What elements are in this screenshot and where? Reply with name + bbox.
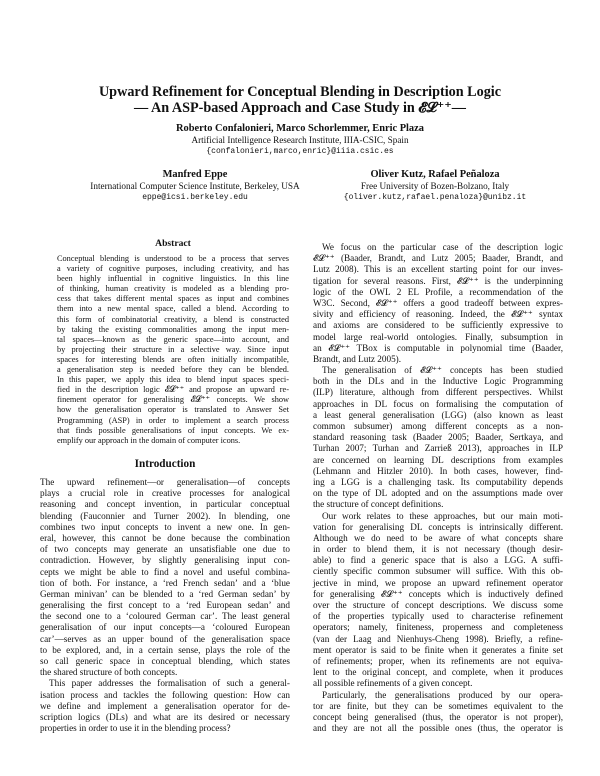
- author-email: {oliver.kutz,rafael.penaloza}@unibz.it: [343, 193, 527, 202]
- body-line: Brandt, and Lutz 2005).: [313, 353, 402, 364]
- body-line: W3C. Second, 𝓔𝓛⁺⁺ offers a good tradeoff between expres-: [313, 297, 563, 308]
- author-email: eppe@icsi.berkeley.edu: [142, 193, 248, 202]
- body-line: all possible refinements of a given concept.: [313, 678, 473, 689]
- author-group-2: [70, 169, 320, 204]
- intro-line: This paper addresses the formalisation of such a general-: [49, 678, 290, 689]
- body-line: of refinements; proper, when its refinements are not equiva-: [313, 655, 563, 666]
- body-line: logic of the OWL 2 EL Profile, a recommendation of the: [313, 286, 563, 297]
- intro-line: tion of both. For instance, a ‘red French sedan’ and a ‘blue: [40, 577, 290, 588]
- body-line: both in the DLs and in the Inductive Logic Programming: [313, 376, 563, 387]
- body-line: the structure of concept definitions.: [313, 499, 444, 510]
- body-line: Although we do need to be aware of what concepts share: [313, 532, 563, 543]
- body-line: model large real-world ontologies. Finally, subsumption in: [313, 331, 563, 342]
- body-line: Particularly, the generalisations produced by our opera-: [322, 689, 563, 700]
- author-names: Oliver Kutz, Rafael Peñaloza: [370, 169, 500, 180]
- intro-line: of two concepts may generate an unsatisfiable one due to: [40, 544, 290, 555]
- intro-line: we define and implement a generalisation operator for de-: [40, 700, 290, 711]
- author-group-3: [305, 169, 565, 204]
- body-line: for generalising 𝓔𝓛⁺⁺ concepts which is inductively defined: [313, 588, 563, 599]
- body-line: vation for generalising DL concepts is intrinsically different.: [313, 521, 563, 532]
- intro-line: scription logics (DLs) and what are its desired or necessary: [40, 711, 290, 722]
- body-line: The generalisation of 𝓔𝓛⁺⁺ concepts has been studied: [322, 365, 563, 376]
- right-column-body: [313, 242, 563, 734]
- abstract-line: tal spaces—known as the generic space—into account, and: [57, 334, 289, 344]
- body-line: ing a LGG is a challenging task. Its computability depends: [313, 476, 563, 487]
- body-line: in order to blend them, it is not necessary (though desir-: [313, 544, 563, 555]
- abstract-line: a generalisation step is needed before they can be blended.: [57, 365, 289, 375]
- abstract-heading: Abstract: [155, 238, 191, 249]
- abstract-line: how the generalisation operator is translated to Answer Set: [57, 405, 289, 415]
- body-line: an 𝓔𝓛⁺⁺ TBox is computable in polynomial time (Baader,: [313, 342, 563, 353]
- abstract-line: a variety of cognitive purposes, including creativity, and has: [57, 264, 289, 274]
- body-line: and axioms are considered to be sufficiently expressive to: [313, 320, 563, 331]
- author-email: {confalonieri,marco,enric}@iiia.csic.es: [206, 147, 394, 156]
- intro-line: generalisation of our input concepts—a ‘coloured European: [40, 622, 290, 633]
- body-line: on the type of DL adopted and on the assumptions made over: [313, 488, 563, 499]
- abstract-line: finement operator for generalising 𝓔𝓛⁺⁺ concepts. We show: [57, 395, 289, 405]
- paper-title-line-2: — An ASP-based Approach and Case Study in 𝓔𝓛⁺⁺—: [134, 100, 466, 116]
- intro-line: The upward refinement—or generalisation—of concepts: [40, 477, 290, 487]
- body-line: sivity and efficiency of reasoning. Indeed, the 𝓔𝓛⁺⁺ syntax: [313, 309, 563, 320]
- body-line: (van der Laag and Nienhuys-Cheng 1998). Briefly, a refine-: [313, 633, 563, 644]
- abstract-line: by projecting their structure in a selective way. Since input: [57, 344, 289, 354]
- intro-line: so call generic space in conceptual blending, which states: [40, 656, 290, 666]
- intro-line: generalising the first concept to a ‘red European sedan’ and: [40, 600, 290, 611]
- intro-line: isation process and tackles the following question: How can: [40, 689, 290, 700]
- body-line: concept being generalised (thus, the operator is not proper),: [313, 711, 563, 722]
- abstract-line: cess that takes different mental spaces as input and combines: [57, 294, 289, 304]
- abstract-line: Programming (ASP) in order to implement a search process: [57, 415, 289, 425]
- intro-line: reasoning and concept invention, in particular conceptual: [40, 499, 290, 510]
- author-group-1: [40, 123, 560, 158]
- introduction-body: [40, 477, 290, 734]
- author-names: Manfred Eppe: [162, 169, 228, 180]
- body-line: We focus on the particular case of the description logic: [322, 242, 563, 252]
- intro-line: properties in order to use it in the blending process?: [40, 723, 231, 734]
- body-line: and they are not all the possible ones (thus, the operator is: [313, 723, 563, 734]
- abstract-line: that finds possible generalisations of input concepts. We ex-: [57, 425, 289, 435]
- body-line: operators; namely, finiteness, properness and completeness: [313, 622, 563, 633]
- body-line: over the structure of concept descriptions. We discuss some: [313, 600, 563, 610]
- body-line: tigation for several reasons. First, 𝓔𝓛⁺⁺ is the underpinning: [313, 275, 563, 286]
- abstract-line: Conceptual blending is understood to be a process that serves: [57, 254, 289, 263]
- body-line: Lutz 2008). This is an excellent starting point for our inves-: [313, 264, 563, 275]
- intro-line: the shared structure of both concepts.: [40, 667, 178, 678]
- body-line: standard reasoning task (Baader 2005; Baader, Sertkaya, and: [313, 432, 563, 443]
- abstract-line: been highly influential in cognitive linguistics. In this line: [57, 274, 289, 284]
- intro-line: eral, however, this cannot be done because the combination: [40, 532, 290, 543]
- abstract-body: [57, 254, 289, 446]
- author-names: Roberto Confalonieri, Marco Schorlemmer, Enric Plaza: [176, 123, 424, 134]
- paper-title-line-1: Upward Refinement for Conceptual Blending in Description Logic: [98, 84, 502, 100]
- body-line: (Lehmann and Hitzler 2010). In both cases, however, find-: [313, 465, 563, 476]
- body-line: (ILP) literature, although from different perspectives. Whilst: [313, 387, 563, 398]
- author-affiliation: Free University of Bozen-Bolzano, Italy: [360, 180, 510, 191]
- author-affiliation: Artificial Intelligence Research Institute, IIIA-CSIC, Spain: [191, 134, 409, 145]
- intro-line: German minivan’ can be blended to a ‘red German sedan’ by: [40, 588, 290, 599]
- body-line: common subsumer) among different concepts as a non-: [313, 421, 563, 431]
- body-line: Turhan 2007; Turhan and Zarrieß 2013), approaches in ILP: [313, 443, 563, 454]
- intro-line: plays a crucial role in creative processes for analogical: [40, 488, 290, 499]
- body-line: approaches in DL focus on formalising the computation of: [313, 398, 563, 409]
- body-line: of the properties typically used to characterise refinement: [313, 611, 563, 622]
- intro-line: to be explored, and, in a certain sense, plays the role of the: [40, 644, 290, 655]
- abstract-line: them into a new mental space, called a blend. According to: [57, 304, 289, 314]
- abstract-line: spaces for interesting blends are often initially incompatible,: [57, 354, 289, 364]
- body-line: jective in mind, we propose an upward refinement operator: [313, 577, 563, 588]
- intro-line: car’—serves as an upper bound of the generalisation space: [40, 633, 290, 644]
- body-line: 𝓔𝓛⁺⁺ (Baader, Brandt, and Lutz 2005; Baader, Brandt, and: [313, 253, 563, 264]
- intro-line: combines two input concepts to invent a new one. In gen-: [40, 521, 290, 532]
- body-line: a least general generalisation (LGG) (also known as least: [313, 409, 563, 420]
- body-line: ciently specific common subsumer will suffice. With this ob-: [313, 566, 563, 577]
- intro-line: the second one to a ‘coloured German car’. The least general: [40, 611, 290, 622]
- introduction-heading: Introduction: [134, 458, 196, 470]
- body-line: lent to the original concept, and complete, when it produces: [313, 667, 563, 678]
- intro-line: blending (Fauconnier and Turner 2002). In blending, one: [40, 510, 290, 521]
- abstract-line: of thinking, human creativity is modeled as a blending pro-: [57, 284, 289, 294]
- abstract-line: this form of combinatorial creativity, a blend is constructed: [57, 314, 289, 324]
- body-line: are concerned on learning DL descriptions from examples: [313, 454, 563, 465]
- body-line: tor are finite, but they can be sometimes equivalent to the: [313, 700, 563, 711]
- abstract-line: In this paper, we apply this idea to blend input spaces speci-: [57, 375, 289, 385]
- abstract-line: emplify our approach in the domain of computer icons.: [57, 435, 241, 445]
- body-line: ment operator is said to be finite when it generates a finite set: [313, 644, 563, 655]
- intro-line: contradiction. However, by slightly generalising input con-: [40, 555, 290, 566]
- abstract-line: fied in the description logic 𝓔𝓛⁺⁺ and propose an upward re-: [57, 385, 289, 395]
- body-line: Our work relates to these approaches, but our main moti-: [322, 510, 563, 521]
- author-affiliation: International Computer Science Institute, Berkeley, USA: [90, 180, 300, 191]
- body-line: able) to find a generic space that is also a LGG. A suffi-: [313, 555, 563, 566]
- intro-line: cepts we might be able to find a novel and useful combina-: [40, 566, 290, 577]
- abstract-line: by taking the existing commonalities among the input men-: [57, 324, 289, 334]
